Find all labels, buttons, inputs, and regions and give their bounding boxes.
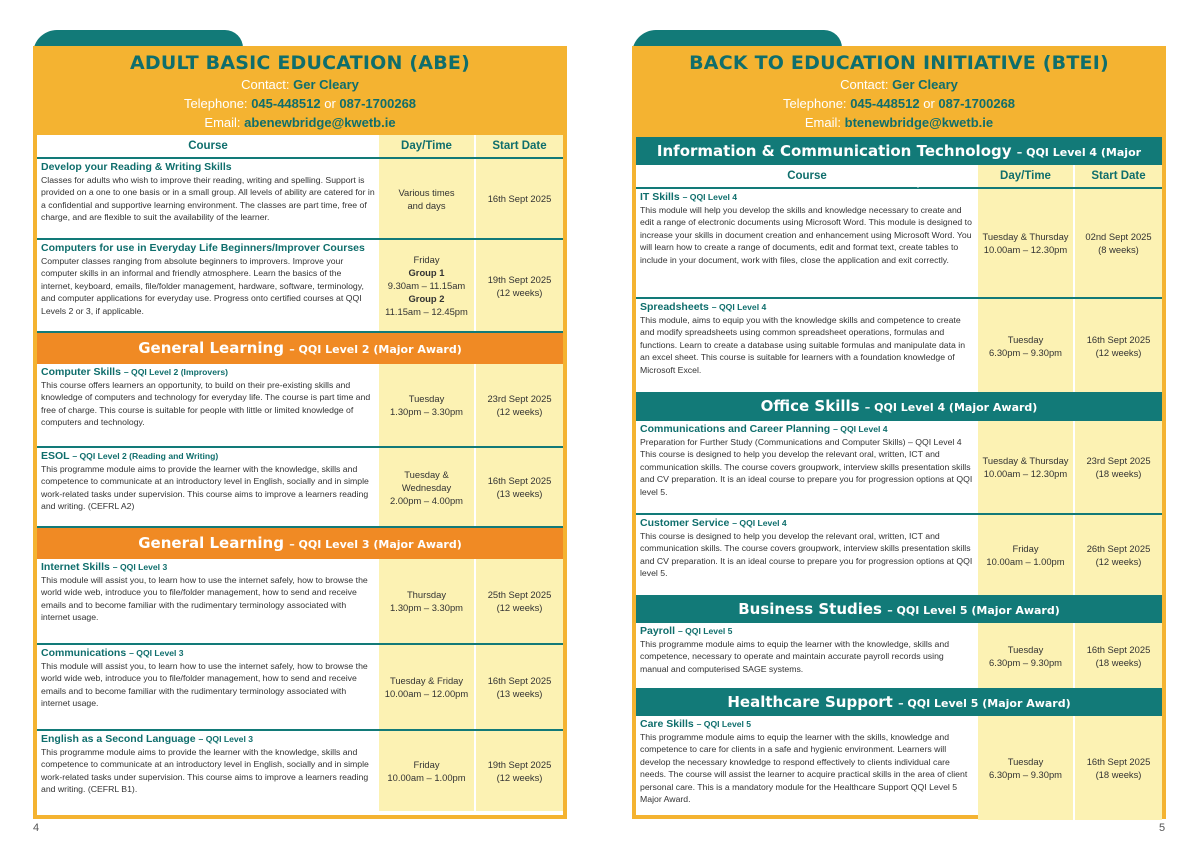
course-start: 16th Sept 2025 [1086, 333, 1151, 345]
course-day: Friday [1012, 543, 1039, 554]
course-duration: (13 weeks) [496, 488, 543, 499]
col-start-date: Start Date [1073, 165, 1162, 187]
course-name: Communications – QQI Level 3 [41, 647, 184, 659]
course-description: Classes for adults who wish to improve their reading, writing and spelling. Support is provided on a one to one basis or in a small group. All levels of ability are catered for in a confidential and supportive learning environment. The classes are part time, free of charge, and are flexible to suit the availability of the learner. [41, 175, 375, 223]
course-description: This module will assist you, to learn how to use the internet safely, how to browse the world wide web, introduce you to file/folder management, how to send and receive emails and to become familiar with the rudimentary terminology associated with internet usage. [41, 575, 368, 623]
contact-line: Contact: Ger Cleary [241, 77, 359, 92]
table-row [37, 645, 563, 731]
course-day: Tuesday [1007, 756, 1044, 767]
table-row [37, 159, 563, 240]
course-description: This programme module aims to provide the learner with the knowledge, skills and competence to communicate at an introductory level in English, socially and in simple work-related tasks under supervision. This course aims to improve a learners reading and writing. (CEFRL A2) [41, 464, 369, 512]
course-duration: (18 weeks) [1095, 769, 1142, 780]
course-name: ESOL – QQI Level 2 (Reading and Writing) [41, 450, 219, 462]
course-name: IT Skills – QQI Level 4 [640, 191, 738, 203]
col-daytime: Day/Time [978, 165, 1073, 187]
page-number: 4 [33, 822, 40, 834]
course-time: 11.15am – 12.45pm [385, 306, 468, 317]
table-row [636, 716, 1162, 820]
course-time: 10.00am – 1.00pm [986, 556, 1065, 567]
course-day: Tuesday [1007, 643, 1044, 655]
course-duration: (12 weeks) [1095, 556, 1142, 567]
course-time: 2.00pm – 4.00pm [390, 494, 463, 506]
course-start: 16th Sept 2025 [1086, 756, 1151, 767]
table-row [636, 623, 1162, 688]
table-row [636, 515, 1162, 595]
section-header: Business Studies – QQI Level 5 (Major Award) [636, 595, 1162, 623]
table-row [636, 421, 1162, 515]
course-start: 16th Sept 2025 [487, 675, 552, 686]
table-row [37, 559, 563, 645]
course-name: Spreadsheets – QQI Level 4 [640, 301, 767, 313]
table-row [37, 364, 563, 448]
course-start: 23rd Sept 2025 [487, 393, 552, 404]
course-time: 9.30am – 11.15am [387, 280, 466, 291]
course-description: Preparation for Further Study (Communications and Computer Skills) – QQI Level 4 This course is designed to help you develop the relevant oral, written, ICT and communication skills. The course covers groupwork, interview skills presentation skills and CV preparation. It is an ideal course to prepare you for progression options at QQI level 5. [640, 437, 973, 497]
course-time: 10.00am – 12.00pm [384, 688, 469, 699]
course-duration: (8 weeks) [1098, 244, 1139, 255]
right-page [632, 30, 1166, 822]
course-duration: (12 weeks) [496, 286, 543, 298]
course-day: Tuesday & Wednesday [401, 468, 452, 493]
telephone-line: Telephone: 045-448512 or 087-1700268 [782, 96, 1016, 111]
table-row [37, 448, 563, 528]
course-time: and days [407, 199, 446, 211]
section-header: General Learning – QQI Level 3 (Major Award) [37, 528, 563, 559]
course-duration: (12 weeks) [496, 772, 543, 783]
course-day: Friday [413, 254, 440, 265]
section-header: Information & Communication Technology – QQI Level 4 (Major Award) [636, 137, 1162, 165]
course-name: Payroll – QQI Level 5 [640, 625, 733, 637]
course-start: 16th Sept 2025 [487, 475, 552, 486]
course-name: Develop your Reading & Writing Skills [41, 161, 232, 173]
contact-line: Contact: Ger Cleary [840, 77, 958, 92]
email-line: Email: abenewbridge@kwetb.ie [204, 115, 396, 130]
course-description: This programme module aims to equip the learner with the knowledge, skills and competence, necessary to operate and maintain accurate payroll records using manual and computerised SAGE systems. [640, 639, 950, 674]
abe-panel [33, 46, 567, 819]
course-name: Internet Skills – QQI Level 3 [41, 561, 168, 573]
course-description: This module will assist you, to learn how to use the internet safely, how to browse the world wide web, introduce you to file/folder management, how to send and receive emails and to become familiar with the rudimentary terminology associated with internet usage. [41, 661, 368, 709]
course-time: 6.30pm – 9.30pm [989, 656, 1062, 668]
telephone-line: Telephone: 045-448512 or 087-1700268 [183, 96, 417, 111]
email-line: Email: btenewbridge@kwetb.ie [804, 115, 994, 130]
course-start: 19th Sept 2025 [487, 273, 552, 285]
course-time: 10.00am – 12.30pm [983, 468, 1068, 479]
group-label: Group 2 [408, 293, 445, 304]
col-daytime: Day/Time [379, 135, 474, 157]
course-duration: (12 weeks) [496, 406, 543, 417]
course-start: 16th Sept 2025 [487, 193, 552, 204]
course-description: This programme module aims to provide the learner with the knowledge, skills and competence to communicate at an introductory level in English, socially and in simple work-related tasks under supervision. This course aims to improve a learners reading and writing. (CEFRL B1). [41, 747, 369, 795]
table-row [37, 240, 563, 333]
group-label: Group 1 [408, 267, 445, 278]
course-day: Tuesday [1007, 333, 1044, 345]
course-day: Tuesday & Friday [389, 675, 464, 686]
course-description: This programme module aims to equip the learner with the skills, knowledge and competence to care for clients in a safe and hygienic environment. Learners will develop the necessary knowledge to respond effectively to clients individual care needs. The course will assist the learner to acquire practical skills in the area of client personal care. This is a mandatory module for the Healthcare Support QQI Level 5 Major Award. [640, 732, 968, 805]
course-day: Various times [398, 186, 455, 198]
col-course: Course [787, 170, 827, 182]
section-header: Office Skills – QQI Level 4 (Major Award) [636, 392, 1162, 421]
course-day: Thursday [406, 589, 447, 600]
section-header: General Learning – QQI Level 2 (Major Award) [37, 333, 563, 364]
table-row [636, 299, 1162, 392]
course-start: 23rd Sept 2025 [1086, 455, 1151, 466]
course-day: Tuesday [408, 393, 445, 404]
btei-course-table [636, 137, 1162, 815]
course-time: 1.30pm – 3.30pm [390, 406, 463, 417]
course-name: Computer Skills – QQI Level 2 (Improvers) [41, 366, 228, 378]
course-start: 19th Sept 2025 [487, 759, 552, 770]
course-start: 16th Sept 2025 [1086, 643, 1151, 655]
page-title: BACK TO EDUCATION INITIATIVE (BTEI) [689, 52, 1109, 74]
course-time: 6.30pm – 9.30pm [989, 769, 1062, 780]
course-duration: (18 weeks) [1095, 656, 1142, 668]
course-name: Communications and Career Planning – QQI Level 4 [640, 423, 888, 435]
course-name: Customer Service – QQI Level 4 [640, 517, 787, 529]
course-start: 25th Sept 2025 [487, 589, 552, 600]
table-row [636, 189, 1162, 299]
course-name: Care Skills – QQI Level 5 [640, 718, 752, 730]
course-name: English as a Second Language – QQI Level 3 [41, 733, 254, 745]
course-description: This course is designed to help you develop the relevant oral, written, ICT and communication skills. The course covers groupwork, interview skills presentation skills and CV preparation. It is an ideal course to prepare you for progression options at QQI level 5. [640, 531, 973, 579]
course-time: 6.30pm – 9.30pm [989, 346, 1062, 358]
course-start: 26th Sept 2025 [1086, 543, 1151, 554]
course-time: 10.00am – 12.30pm [983, 244, 1068, 255]
course-time: 10.00am – 1.00pm [387, 772, 466, 783]
course-duration: (13 weeks) [496, 688, 543, 699]
abe-course-table [37, 135, 563, 815]
btei-header [633, 47, 1165, 135]
course-description: This module will help you develop the skills and knowledge necessary to create and edit a range of electronic documents using Microsoft Word. This module is designed to increase your skills in document creation and enhancement using Microsoft Word. You will learn how to create a range of documents, edit and format text, create tables to include in your document, work with files, close the application and exit correctly. [640, 205, 972, 265]
course-description: This course offers learners an opportunity, to build on their pre-existing skills and knowledge of computers and technology for everyday life. The course is part time and free of charge. This course is suitable for people with little or limited knowledge of computers and technology. [41, 380, 371, 428]
col-course: Course [188, 140, 228, 152]
course-day: Tuesday & Thursday [982, 231, 1069, 242]
course-description: This module, aims to equip you with the knowledge skills and competence to create and modify spreadsheets using common spreadsheet operations, formulas and functions. Learn to create a database using suitable formulas and manipulate data in an excel sheet. This course is suitable for learners with a foundation knowledge of Microsoft Excel. [640, 315, 966, 375]
col-start-date: Start Date [474, 135, 563, 157]
course-description: Computer classes ranging from absolute beginners to improvers. Improve your computer skills in an informal and friendly atmosphere. Learn the basics of the internet, keyboard, emails, file/folder management, hardware, software, terminology, and computer applications for everyday use. Progress onto certified courses at QQI Levels 2 or 3, if applicable. [41, 256, 364, 316]
course-day: Friday [413, 759, 440, 770]
course-start: 02nd Sept 2025 [1085, 231, 1152, 242]
section-header: Healthcare Support – QQI Level 5 (Major Award) [636, 688, 1162, 716]
course-time: 1.30pm – 3.30pm [390, 602, 463, 613]
abe-header [34, 47, 566, 135]
course-duration: (12 weeks) [1095, 346, 1142, 358]
course-duration: (18 weeks) [1095, 468, 1142, 479]
page-title: ADULT BASIC EDUCATION (ABE) [130, 52, 470, 74]
btei-panel [632, 46, 1166, 819]
page-number: 5 [1159, 822, 1166, 834]
table-row [37, 731, 563, 811]
course-duration: (12 weeks) [496, 602, 543, 613]
left-page [33, 30, 567, 822]
course-day: Tuesday & Thursday [982, 455, 1069, 466]
table-header [37, 135, 563, 159]
table-header [636, 165, 1162, 189]
course-name: Computers for use in Everyday Life Beginners/Improver Courses [41, 242, 365, 254]
